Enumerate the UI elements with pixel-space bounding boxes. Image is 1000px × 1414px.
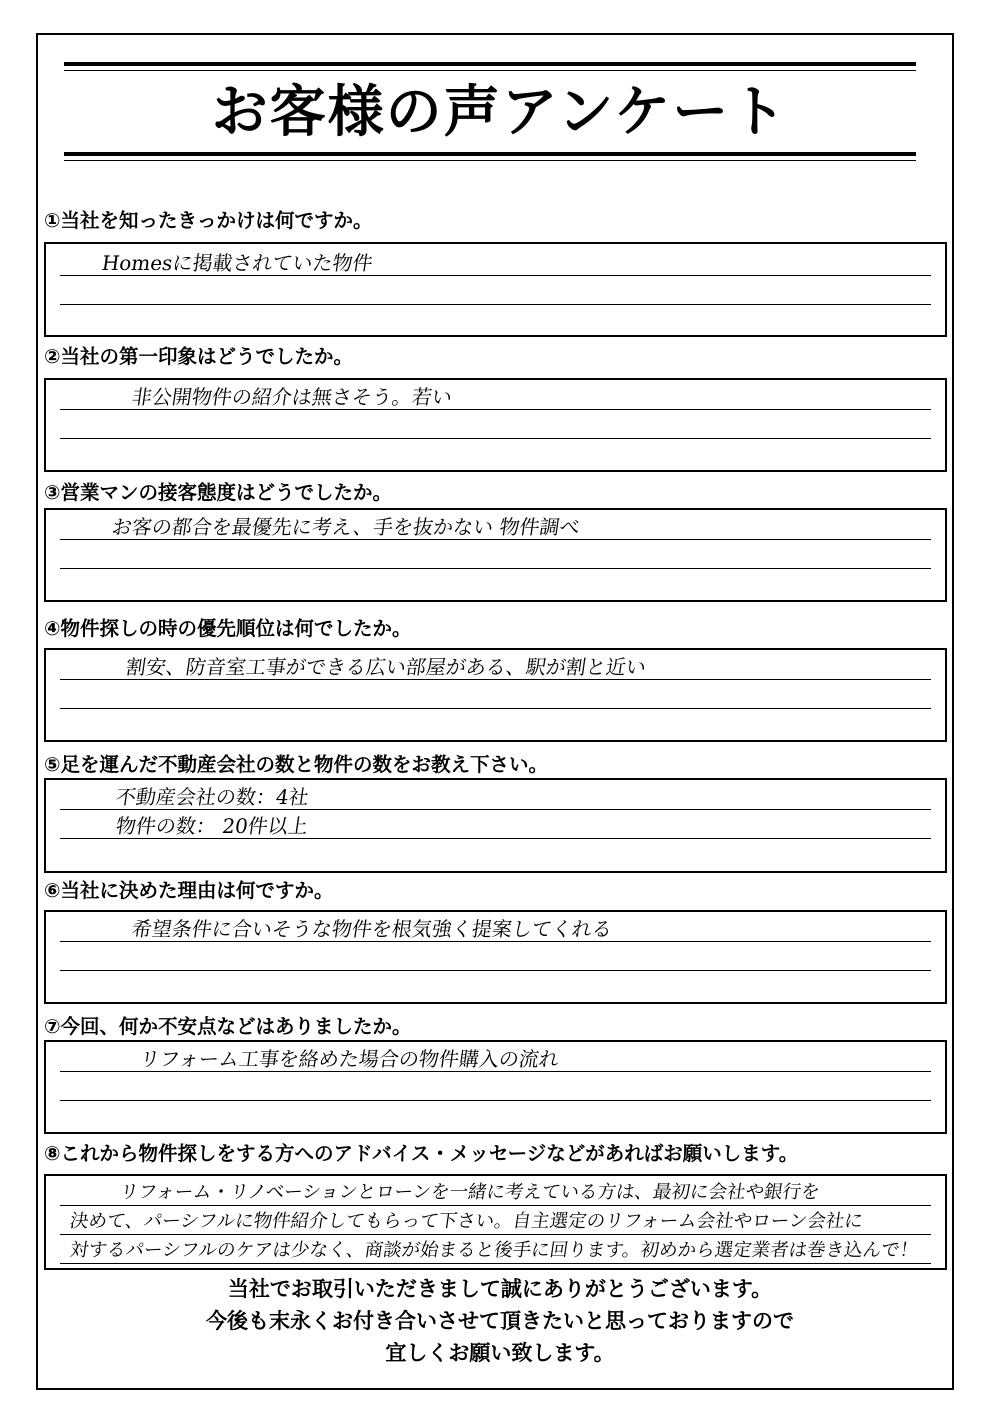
footer-line-3: 宜しくお願い致します。 [385, 1341, 615, 1365]
answer-line [60, 438, 931, 439]
question-1-label: ①当社を知ったきっかけは何ですか。 [44, 209, 373, 232]
answer-5-line-2: 物件の数： 20件以上 [114, 814, 310, 838]
answer-8-line-1: リフォーム・リノベーションとローンを一緒に考えている方は、最初に会社や銀行を [118, 1182, 822, 1203]
answer-line [60, 708, 931, 709]
question-5-label: ⑤足を運んだ不動産会社の数と物件の数をお教え下さい。 [44, 753, 549, 776]
title-rule-bottom-thin [64, 160, 916, 161]
question-7-label: ⑦今回、何か不安点などはありましたか。 [44, 1015, 412, 1038]
footer-line-1: 当社でお取引いただきまして誠にありがとうございます。 [227, 1277, 773, 1301]
answer-box-4 [44, 648, 947, 742]
answer-3-text: お客の都合を最優先に考え、手を抜かない 物件調べ [110, 515, 582, 539]
answer-line [60, 568, 931, 569]
title-rule-top [64, 62, 916, 66]
answer-7-text: リフォーム工事を絡めた場合の物件購入の流れ [138, 1047, 561, 1071]
answer-box-8 [44, 1174, 947, 1270]
answer-box-7 [44, 1040, 947, 1134]
answer-line [60, 304, 931, 305]
answer-4-text: 割安、防音室工事ができる広い部屋がある、駅が割と近い [124, 655, 648, 679]
answer-line [60, 970, 931, 971]
answer-box-3 [44, 508, 947, 602]
answer-2-text: 非公開物件の紹介は無さそう。若い [130, 385, 454, 409]
question-2-label: ②当社の第一印象はどうでしたか。 [44, 345, 354, 368]
answer-1-text: Homesに掲載されていた物件 [100, 251, 375, 275]
answer-box-1 [44, 242, 947, 337]
answer-line [60, 1100, 931, 1101]
survey-title: お客様の声アンケート [211, 80, 789, 145]
answer-6-text: 希望条件に合いそうな物件を根気強く提案してくれる [130, 917, 614, 941]
answer-box-2 [44, 378, 947, 472]
title-rule-top-thin [64, 70, 916, 71]
question-6-label: ⑥当社に決めた理由は何ですか。 [44, 879, 334, 902]
footer-line-2: 今後も末永くお付き合いさせて頂きたいと思っておりますので [206, 1309, 794, 1333]
question-8-label: ⑧これから物件探しをする方へのアドバイス・メッセージなどがあればお願いします。 [44, 1142, 799, 1165]
title-rule-bottom [64, 152, 916, 156]
answer-5-line-1: 不動産会社の数：4社 [114, 785, 311, 809]
answer-8-line-3: 対するパーシフルのケアは少なく、商談が始まると後手に回ります。初めから選定業者は巻き込んで！ [68, 1240, 920, 1261]
answer-box-5 [44, 778, 947, 873]
question-3-label: ③営業マンの接客態度はどうでしたか。 [44, 481, 393, 504]
answer-box-6 [44, 910, 947, 1004]
question-4-label: ④物件探しの時の優先順位は何でしたか。 [44, 617, 412, 640]
answer-8-line-2: 決めて、パーシフルに物件紹介してもらって下さい。自主選定のリフォーム会社やローン会社に [68, 1211, 865, 1232]
